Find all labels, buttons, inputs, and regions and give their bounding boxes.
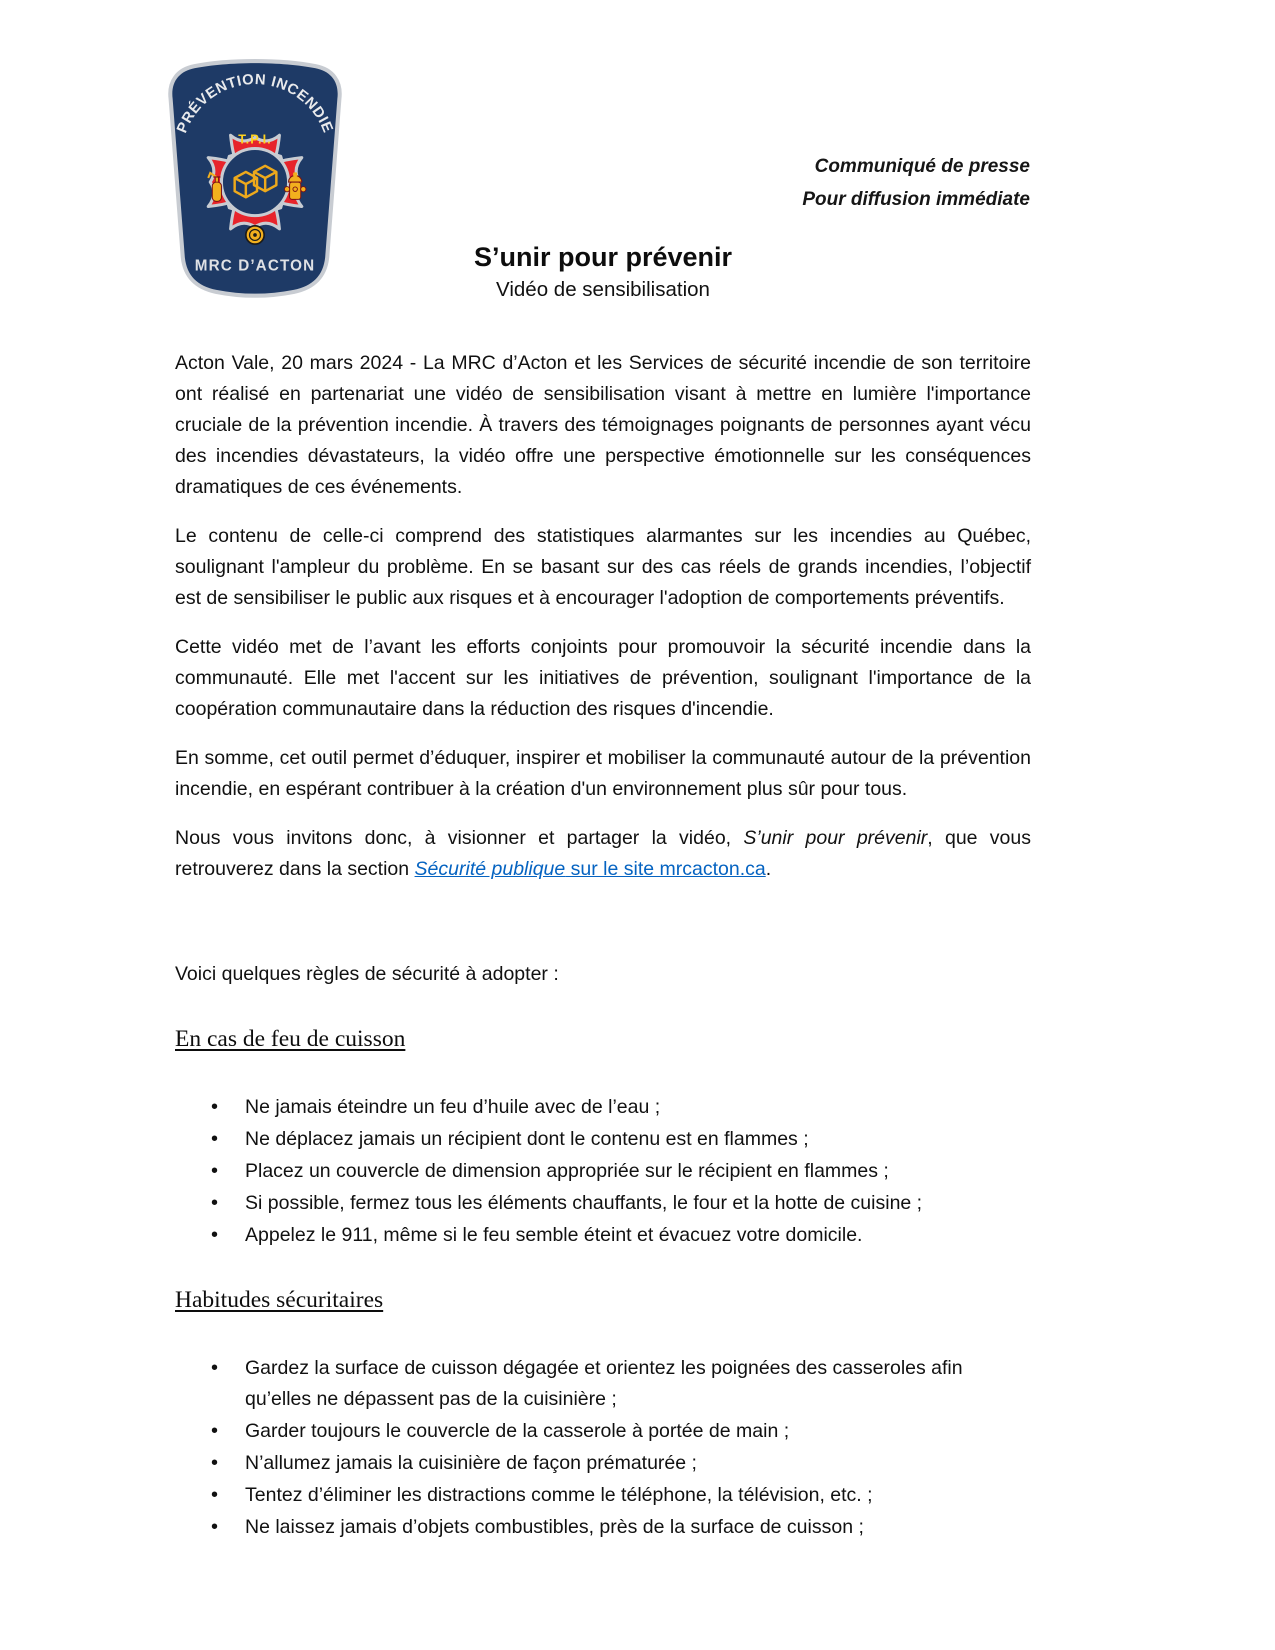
badge-tpi-label: T.P.I. [238,131,272,147]
list-item: • Ne déplacez jamais un récipient dont le contenu est en flammes ; [175,1124,1031,1155]
link-rest-part[interactable]: sur le site mrcacton.ca [565,858,766,880]
video-title-mention: S’unir pour prévenir [743,827,928,849]
list-item: • Placez un couvercle de dimension appropriée sur le récipient en flammes ; [175,1156,1031,1187]
document-title: S’unir pour prévenir [473,242,733,272]
paragraph-intro: Acton Vale, 20 mars 2024 - La MRC d’Acton et les Services de sécurité incendie de son territoire ont réalisé en partenariat une vidéo de sensibilisation visant à mettre en lumière l'importance cruciale de la prévention incendie. À travers des témoignages poignants de personnes ayant vécu des incendies dévastateurs, la vidéo offre une perspective émotionnelle sur les conséquences dramatiques de ces événements. [175,352,1031,498]
diffusion-line: Pour diffusion immédiate [802,189,1030,210]
list-item: • Tentez d’éliminer les distractions comme le téléphone, la télévision, etc. ; [175,1480,1031,1511]
list-item: • N’allumez jamais la cuisinière de façon prématurée ; [175,1448,1031,1479]
list-item: • Ne laissez jamais d’objets combustibles, près de la surface de cuisson ; [175,1512,1031,1543]
paragraph-content: Le contenu de celle-ci comprend des statistiques alarmantes sur les incendies au Québec, soulignant l'ampleur du problème. En se basant sur des cas réels de grands incendies, l’objectif est de sensibiliser le public aux risques et à encourager l'adoption de comportements préventifs. [175,525,1031,609]
press-release-line: Communiqué de presse [814,156,1030,177]
securite-publique-link[interactable] [415,858,766,880]
title-block [175,240,1031,305]
paragraph-efforts: Cette vidéo met de l’avant les efforts conjoints pour promouvoir la sécurité incendie dans la communauté. Elle met l'accent sur les initiatives de prévention, soulignant l'importance de la coopération communautaire dans la réduction des risques d'incendie. [175,636,1031,720]
list-item: • Si possible, fermez tous les éléments chauffants, le four et la hotte de cuisine ; [175,1188,1031,1219]
section-heading-habitudes: Habitudes sécuritaires [175,1287,384,1313]
list-item: • Appelez le 911, même si le feu semble éteint et évacuez votre domicile. [175,1220,1031,1251]
section-heading-feu-de-cuisson: En cas de feu de cuisson [175,1026,406,1052]
cooking-fire-rules-list [175,1092,1031,1251]
rules-intro: Voici quelques règles de sécurité à adopter : [175,963,559,985]
invite-middle: , que vous retrouverez dans la section [175,827,1031,880]
press-release-tag [802,150,1030,216]
paragraph-invitation [175,823,1031,885]
paragraph-summary: En somme, cet outil permet d’éduquer, inspirer et mobiliser la communauté autour de la prévention incendie, en espérant contribuer à la création d'un environnement plus sûr pour tous. [175,747,1031,800]
list-item: • Garder toujours le couvercle de la casserole à portée de main ; [175,1416,1031,1447]
link-italic-part[interactable]: Sécurité publique [414,858,566,880]
invite-suffix: . [765,858,772,880]
list-item: • Ne jamais éteindre un feu d’huile avec de l’eau ; [175,1092,1031,1123]
document-body [175,348,1031,1544]
badge-arc-text: PRÉVENTION INCENDIE [174,71,336,136]
invite-prefix: Nous vous invitons donc, à visionner et partager la vidéo, [175,827,744,849]
list-item: • Gardez la surface de cuisson dégagée et orientez les poignées des casseroles afin qu’elles ne dépassent pas de la cuisinière ; [175,1353,1031,1415]
document-subtitle: Vidéo de sensibilisation [496,278,710,301]
badge-mrc-acton-label: MRC D’ACTON [194,257,316,275]
safe-habits-list [175,1353,1031,1543]
